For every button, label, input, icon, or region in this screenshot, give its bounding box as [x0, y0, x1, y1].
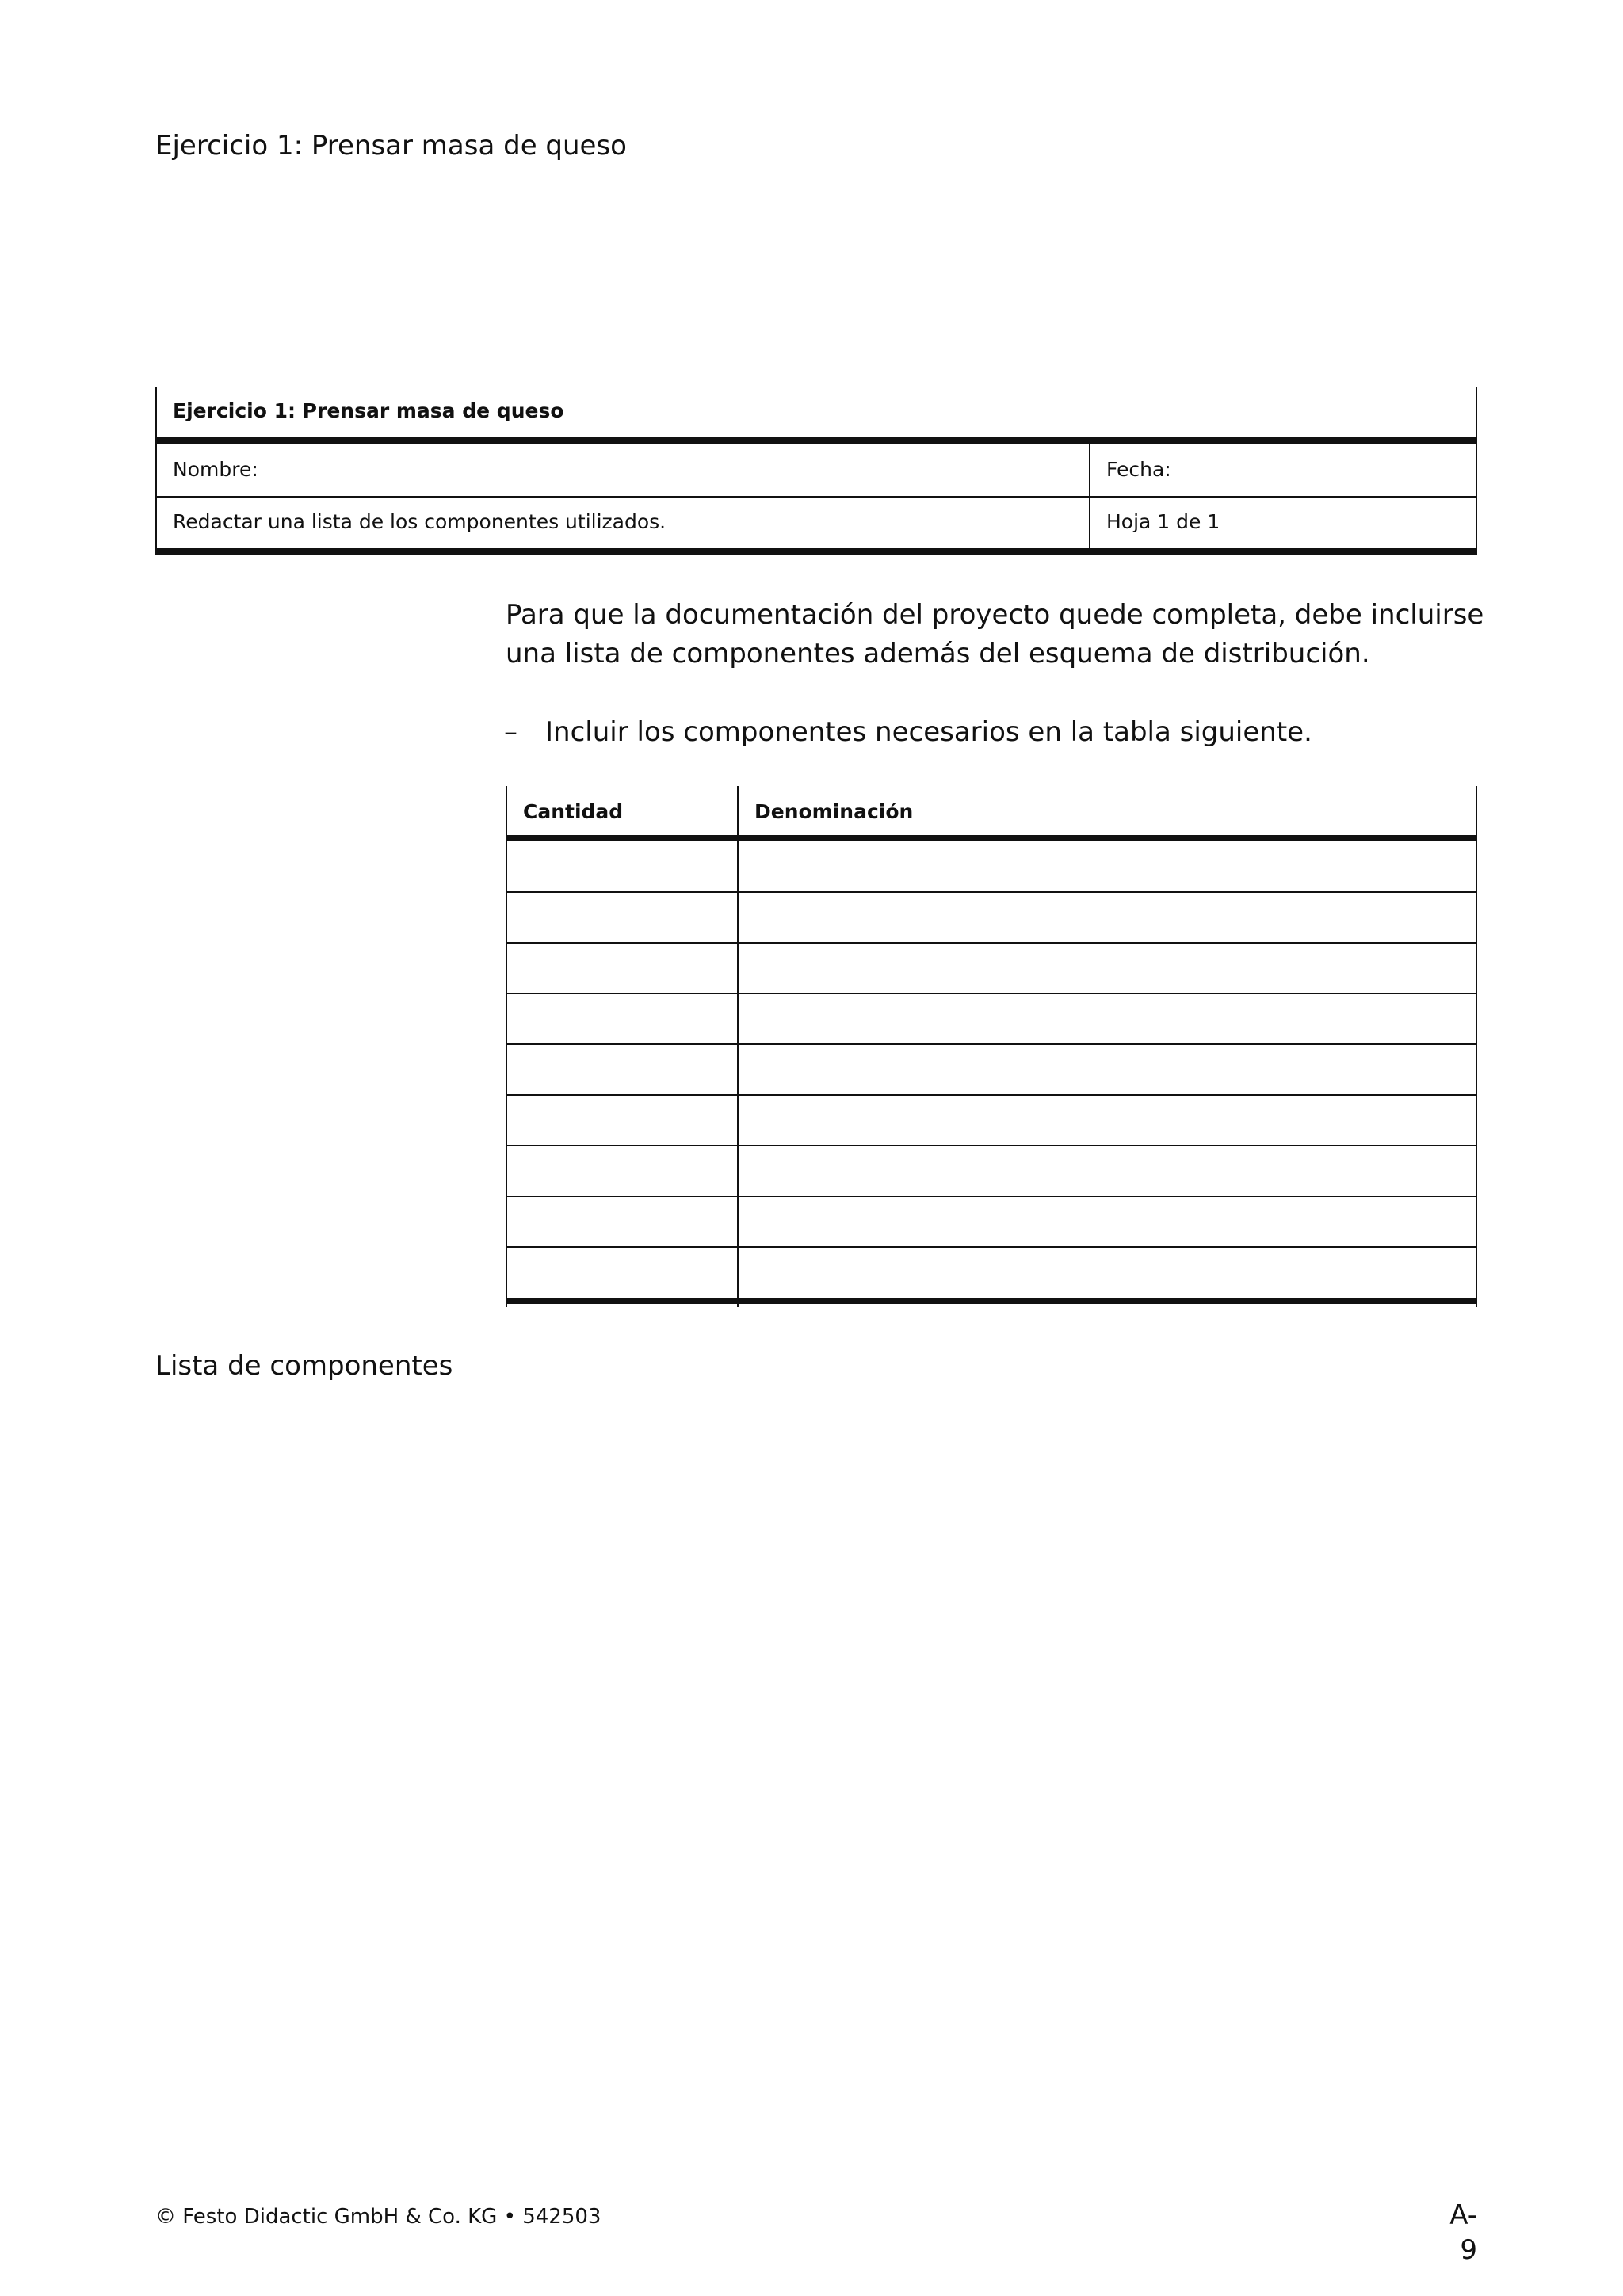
table-rule-thick — [155, 437, 1477, 444]
bullet-dash: – — [504, 716, 517, 748]
table-row — [506, 891, 1477, 893]
intro-paragraph: Para que la documentación del proyecto quede completa, debe incluirse una lista de componentes además del esquema de distribución. — [506, 599, 1484, 669]
table-row — [506, 1145, 1477, 1146]
table-border-left — [506, 786, 507, 1307]
table-rule-thick — [155, 548, 1477, 555]
page-number: A-9 — [1449, 2199, 1477, 2266]
task-label: Redactar una lista de los componentes utilizados. — [173, 510, 666, 533]
header-rule-thick — [506, 835, 1477, 841]
date-label: Fecha: — [1106, 458, 1171, 481]
table-row — [506, 1094, 1477, 1096]
worksheet-title: Ejercicio 1: Prensar masa de queso — [173, 399, 564, 422]
table-border-right — [1476, 786, 1477, 1307]
table-row — [506, 1246, 1477, 1248]
column-header-designation: Denominación — [754, 800, 914, 823]
table-border-left — [155, 387, 157, 555]
table-divider — [1089, 444, 1090, 555]
section-label: Lista de componentes — [155, 1350, 453, 1382]
table-border-right — [1476, 387, 1477, 555]
table-row — [506, 993, 1477, 994]
running-header: Ejercicio 1: Prensar masa de queso — [155, 130, 627, 162]
column-header-quantity: Cantidad — [523, 800, 624, 823]
table-row — [506, 1043, 1477, 1045]
column-divider — [737, 786, 739, 1307]
components-table — [506, 786, 1477, 1307]
table-row — [506, 1196, 1477, 1197]
table-rule-thick — [506, 1298, 1477, 1304]
sheet-label: Hoja 1 de 1 — [1106, 510, 1220, 533]
table-row — [506, 942, 1477, 944]
footer-copyright: © Festo Didactic GmbH & Co. KG • 542503 — [155, 2205, 601, 2229]
worksheet-header-table — [155, 387, 1477, 555]
name-label: Nombre: — [173, 458, 258, 481]
bullet-text: Incluir los componentes necesarios en la tabla siguiente. — [545, 716, 1312, 748]
table-rule — [155, 496, 1477, 498]
